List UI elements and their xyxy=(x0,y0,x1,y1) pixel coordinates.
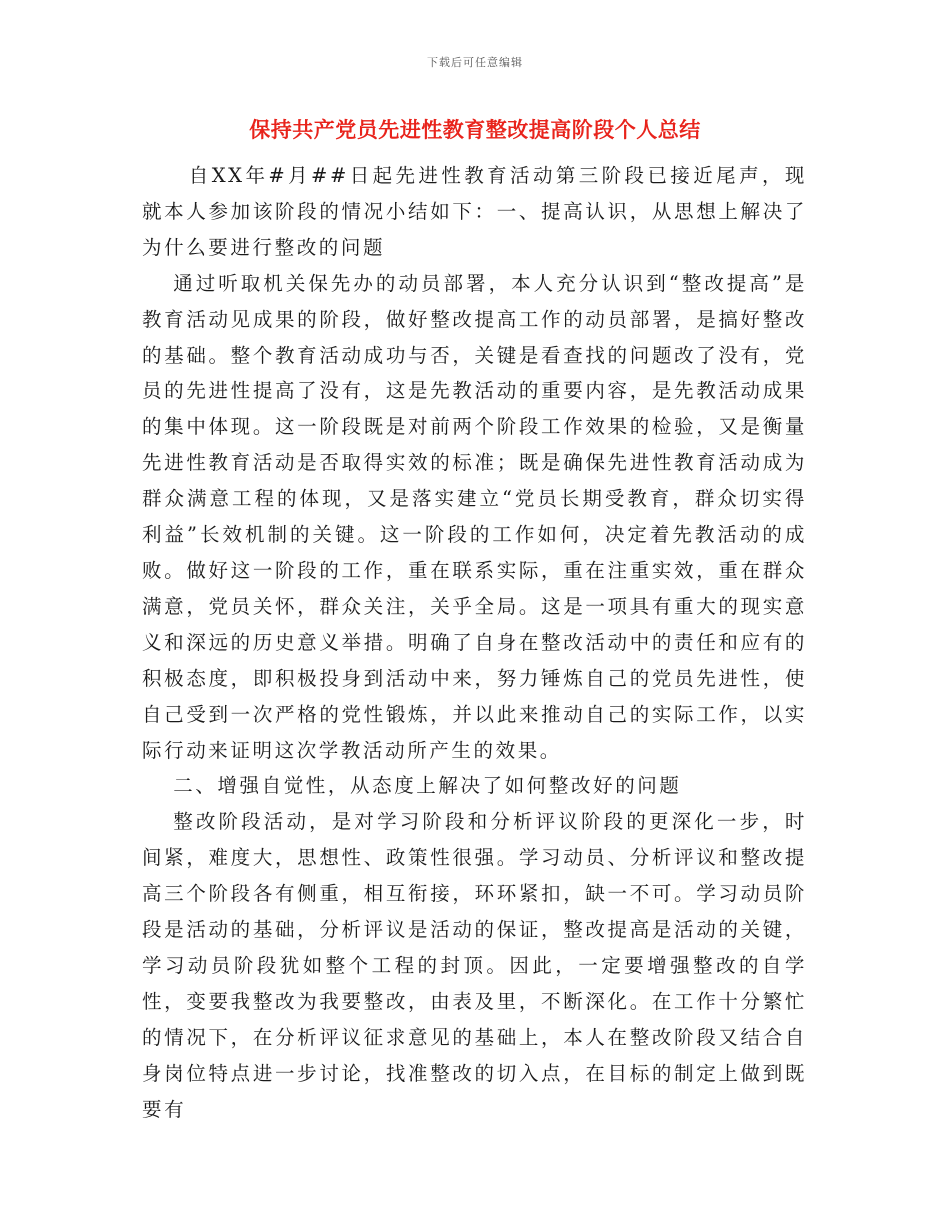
paragraph: 整改阶段活动，是对学习阶段和分析评议阶段的更深化一步，时间紧，难度大，思想性、政策性很强。学习动员、分析评议和整改提高三个阶段各有侧重，相互衔接，环环紧扣，缺一不可。学习动员阶段是活动的基础，分析评议是活动的保证，整改提高是活动的关键，学习动员阶段犹如整个工程的封顶。因此，一定要增强整改的自学性，变要我整改为我要整改，由表及里，不断深化。在工作十分繁忙的情况下，在分析评议征求意见的基础上，本人在整改阶段又结合自身岗位特点进一步讨论，找准整改的切入点，在目标的制定上做到既要有 xyxy=(142,810,807,1121)
document-title: 保持共产党员先进性教育整改提高阶段个人总结 xyxy=(249,118,701,142)
paragraph: 自XX年#月##日起先进性教育活动第三阶段已接近尾声，现就本人参加该阶段的情况小结如下：一、提高认识，从思想上解决了为什么要进行整改的问题 xyxy=(142,164,807,259)
paragraph: 二、增强自觉性，从态度上解决了如何整改好的问题 xyxy=(173,774,682,798)
document-body xyxy=(142,158,807,1127)
paragraph: 通过听取机关保先办的动员部署，本人充分认识到“整改提高”是教育活动见成果的阶段，做好整改提高工作的动员部署，是搞好整改的基础。整个教育活动成功与否，关键是看查找的问题改了没有，党员的先进性提高了没有，这是先教活动的重要内容，是先教活动成果的集中体现。这一阶段既是对前两个阶段工作效果的检验，又是衡量先进性教育活动是否取得实效的标准；既是确保先进性教育活动成为群众满意工程的体现，又是落实建立“党员长期受教育，群众切实得利益”长效机制的关键。这一阶段的工作如何，决定着先教活动的成败。做好这一阶段的工作，重在联系实际，重在注重实效，重在群众满意，党员关怀，群众关注，关乎全局。这是一项具有重大的现实意义和深远的历史意义举措。明确了自身在整改活动中的责任和应有的积极态度，即积极投身到活动中来，努力锤炼自己的党员先进性，使自己受到一次严格的党性锻炼，并以此来推动自己的实际工作，以实际行动来证明这次学教活动所产生的效果。 xyxy=(142,271,807,762)
header-note: 下载后可任意编辑 xyxy=(427,56,523,69)
